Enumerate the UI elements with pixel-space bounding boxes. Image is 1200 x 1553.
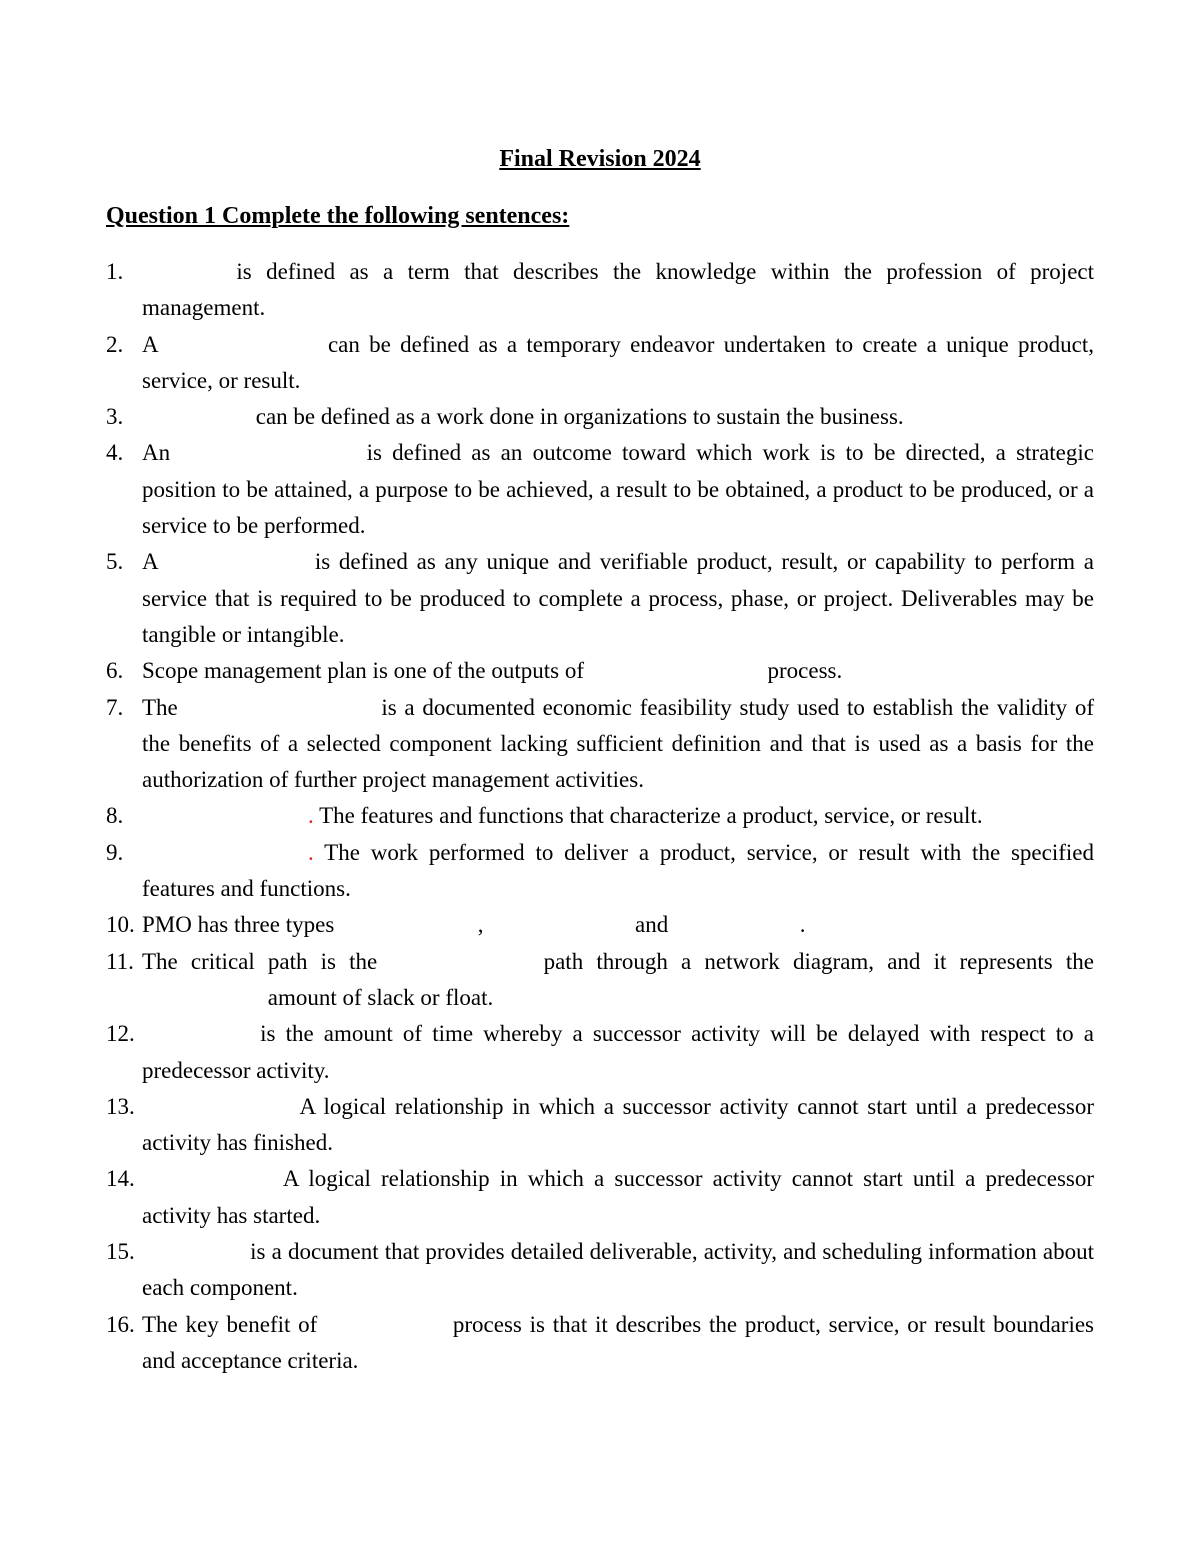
item-number: 14. [106,1166,135,1192]
red-period: . [308,839,314,865]
list-item [106,835,1094,908]
item-text: The features and functions that characterize a product, service, or result. [319,803,983,829]
list-item [106,254,1094,327]
item-number: 10. [106,912,135,938]
item-text-lead: An [142,440,171,466]
list-item [106,544,1094,653]
item-number: 12. [106,1021,135,1047]
item-text-lead: The critical path is the [142,948,378,974]
item-text: is the amount of time whereby a successor activity will be delayed with respect to a predecessor activity. [142,1021,1095,1083]
item-text: can be defined as a temporary endeavor undertaken to create a unique product, service, or result. [142,331,1094,393]
list-item [106,327,1094,400]
item-number: 13. [106,1093,135,1119]
item-text: process. [767,658,843,684]
item-number: 11. [106,948,134,974]
item-text-lead: A [142,331,158,357]
item-text-comma: , [477,912,484,938]
item-number: 3. [106,404,124,430]
item-number: 5. [106,549,124,575]
item-text-lead: PMO has three types [142,912,335,938]
list-item [106,399,1094,435]
item-text-mid: path through a network diagram, and it represents the [543,948,1094,974]
item-text: A logical relationship in which a successor activity cannot start until a predecessor activity has started. [142,1166,1095,1228]
item-number: 4. [106,440,124,466]
item-text: The work performed to deliver a product, service, or result with the specified features and functions. [142,839,1094,902]
item-text: is defined as a term that describes the knowledge within the profession of project management. [142,259,1094,321]
item-text: is a document that provides detailed deliverable, activity, and scheduling information about each component. [142,1239,1095,1301]
sentence-list [106,254,1094,1379]
item-text-lead: A [142,549,158,575]
list-item [106,1307,1094,1380]
item-number: 2. [106,331,124,357]
list-item [106,1016,1094,1089]
item-number: 6. [106,658,124,684]
document-title [0,143,1200,175]
list-item [106,1089,1094,1162]
red-period: . [308,803,314,829]
item-text-and: and [635,912,669,938]
list-item [106,1234,1094,1307]
item-text: can be defined as a work done in organizations to sustain the business. [255,404,904,430]
item-text-lead: The key benefit of [142,1311,318,1337]
item-text: is a documented economic feasibility study used to establish the validity of the benefits of a selected component lacking sufficient definition and that is used as a basis for the authorization of further project management activities. [142,694,1095,793]
item-number: 15. [106,1239,135,1265]
item-text: process is that it describes the product, service, or result boundaries and acceptance criteria. [142,1311,1095,1373]
list-item [106,653,1094,689]
item-number: 16. [106,1311,135,1337]
list-item [106,690,1094,799]
item-number: 7. [106,694,124,720]
document-title-text: Final Revision 2024 [499,146,701,172]
item-text-lead: Scope management plan is one of the outputs of [142,658,585,684]
list-item [106,944,1094,1017]
item-text: is defined as an outcome toward which work is to be directed, a strategic position to be attained, a purpose to be achieved, a result to be obtained, a product to be produced, or a service to be performed. [142,440,1094,539]
item-number: 8. [106,803,124,829]
item-text-end: . [799,912,806,938]
list-item [106,1161,1094,1234]
question-heading: Question 1 Complete the following sentences: [106,203,570,229]
item-text-lead: The [142,694,178,720]
item-number: 9. [106,839,124,865]
list-item [106,435,1094,544]
item-text: amount of slack or float. [267,984,494,1010]
item-text: is defined as any unique and verifiable product, result, or capability to perform a service that is required to be produced to complete a process, phase, or project. Deliverables may be tangible or intangible. [142,549,1094,647]
item-number: 1. [106,259,124,284]
item-text: A logical relationship in which a successor activity cannot start until a predecessor activity has finished. [142,1093,1094,1156]
list-item [106,907,1094,943]
list-item [106,798,1094,834]
